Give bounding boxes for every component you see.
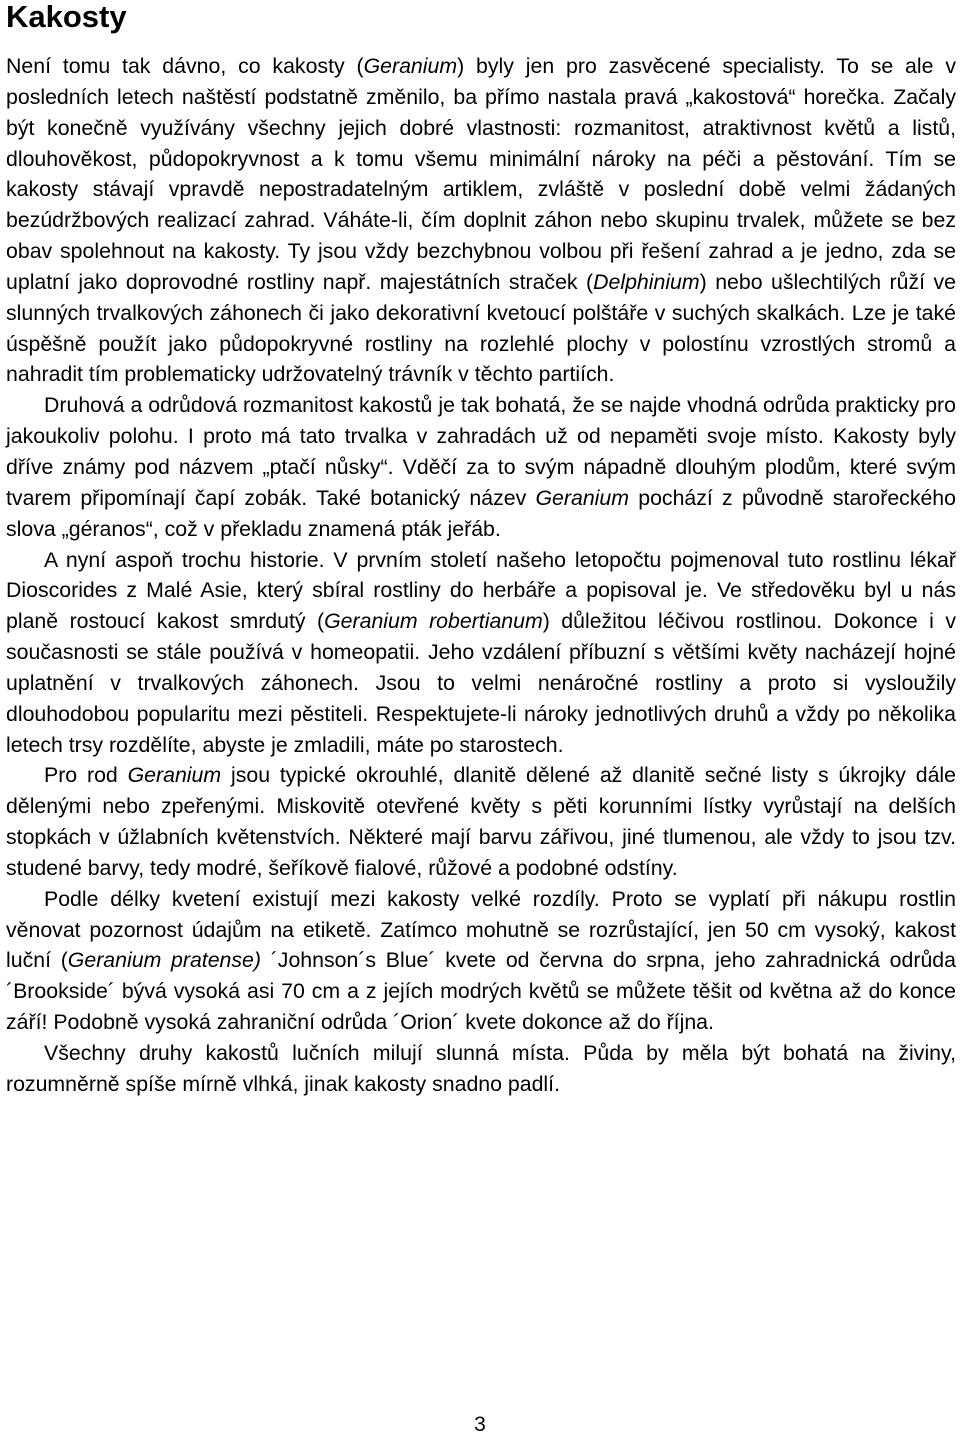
article-body (6, 51, 956, 1100)
text-run: jsou typické okrouhlé, dlanitě dělené až dlanitě sečné listy s úkrojky dále dělenými nebo zpeřenými. Miskovitě otevřené květy s pěti korunními lístky vyrůstají na delších stopkách v úžlabních květenstvích. Některé mají barvu zářivou, jiné tlumenou, ale vždy to jsou tzv. studené barvy, tedy modré, šeříkově fialové, růžové a podobné odstíny. (6, 763, 956, 880)
text-run: Podle délky kvetení existují mezi kakosty velké rozdíly. Proto se vyplatí při nákupu rostlin věnovat pozornost údajům na etiketě. Zatímco mohutně se rozrůstající, jen 50 cm vysoký, kakost luční ( (6, 886, 956, 973)
italic-text: Delphinium (593, 269, 700, 294)
italic-text: Geranium (127, 763, 222, 788)
text-run: ) důležitou léčivou rostlinou. Dokonce i v současnosti se stále používá v homeopatii. Jeho vzdálení příbuzní s většími květy nacházejí hojné uplatnění v trvalkových záhonech. Jsou to velmi nenáročné rostliny a proto si vysloužily dlouhodobou popularitu mezi pěstiteli. Respektujete-li nároky jednotlivých druhů a vždy po několika letech trsy rozdělíte, abyste je zmladili, máte po starostech. (6, 609, 956, 757)
italic-text: Geranium robertianum (324, 609, 543, 634)
text-run: Není tomu tak dávno, co kakosty ( (6, 54, 364, 78)
text-run: ) nebo ušlechtilých růží ve slunných trvalkových záhonech či jako dekorativní kvetoucí polštáře v suchých skalkách. Lze je také úspěšně použít jako půdopokryvné rostliny na rozlehlé plochy v polostínu vzrostlých stromů a nahradit tím problematicky udržovatelný trávník v těchto partiích. (6, 269, 956, 387)
page-title: Kakosty (6, 0, 127, 34)
paragraph (6, 760, 956, 883)
text-run: ) byly jen pro zasvěcené specialisty. To se ale v posledních letech naštěstí podstatně změnilo, ba přímo nastala pravá „kakostová“ horečka. Začaly být konečně využívány všechny jejich dobré vlastnosti: rozmanitost, atraktivnost květů a listů, dlouhověkost, půdopokryvnost a k tomu všemu minimální nároky na péči a pěstování. Tím se kakosty stávají vpravdě nepostradatelným artiklem, zvláště v poslední době velmi žádaných bezúdržbových realizací zahrad. Váháte-li, čím doplnit záhon nebo skupinu trvalek, můžete se bez obav spolehnout na kakosty. Ty jsou vždy bezchybnou volbou při řešení zahrad a je jedno, zda se uplatní jako doprovodné rostliny např. majestátních straček ( (6, 54, 956, 294)
text-run: Pro rod (44, 763, 128, 788)
text-run: ´Johnson´s Blue´ kvete od června do srpna, jeho zahradnická odrůda ´Brookside´ bývá vysoká asi 70 cm a z jejích modrých květů se můžete těšit od května až do konce září! Podobně vysoká zahraniční odrůda ´Orion´ kvete dokonce až do října. (6, 948, 956, 1035)
paragraph (6, 390, 956, 544)
text-run: Všechny druhy kakostů lučních milují slunná místa. Půda by měla být bohatá na živiny, rozumněrně spíše mírně vlhká, jinak kakosty snadno padlí. (6, 1041, 956, 1096)
text-run: Druhová a odrůdová rozmanitost kakostů je tak bohatá, že se najde vhodná odrůda prakticky pro jakoukoliv polohu. I proto má tato trvalka v zahradách už od nepaměti svoje místo. Kakosty byly dříve známy pod názvem „ptačí nůsky“. Vděčí za to svým nápadně dlouhým plodům, které svým tvarem připomínají čapí zobák. Také botanický název (6, 393, 956, 510)
paragraph (6, 1038, 956, 1100)
paragraph (6, 884, 956, 1038)
text-run: pochází z původně starořeckého slova „géranos“, což v překladu znamená pták jeřáb. (6, 485, 957, 541)
italic-text: Geranium pratense) (67, 948, 261, 973)
text-run: A nyní aspoň trochu historie. V prvním století našeho letopočtu pojmenoval tuto rostlinu lékař Dioscorides z Malé Asie, který sbíral rostliny do herbáře a popisoval je. Ve středověku byl u nás planě rostoucí kakost smrdutý ( (6, 547, 956, 634)
paragraph (6, 545, 956, 761)
paragraph (6, 51, 956, 390)
italic-text: Geranium (363, 54, 458, 78)
italic-text: Geranium (535, 485, 629, 510)
page-number: 3 (474, 1413, 486, 1436)
